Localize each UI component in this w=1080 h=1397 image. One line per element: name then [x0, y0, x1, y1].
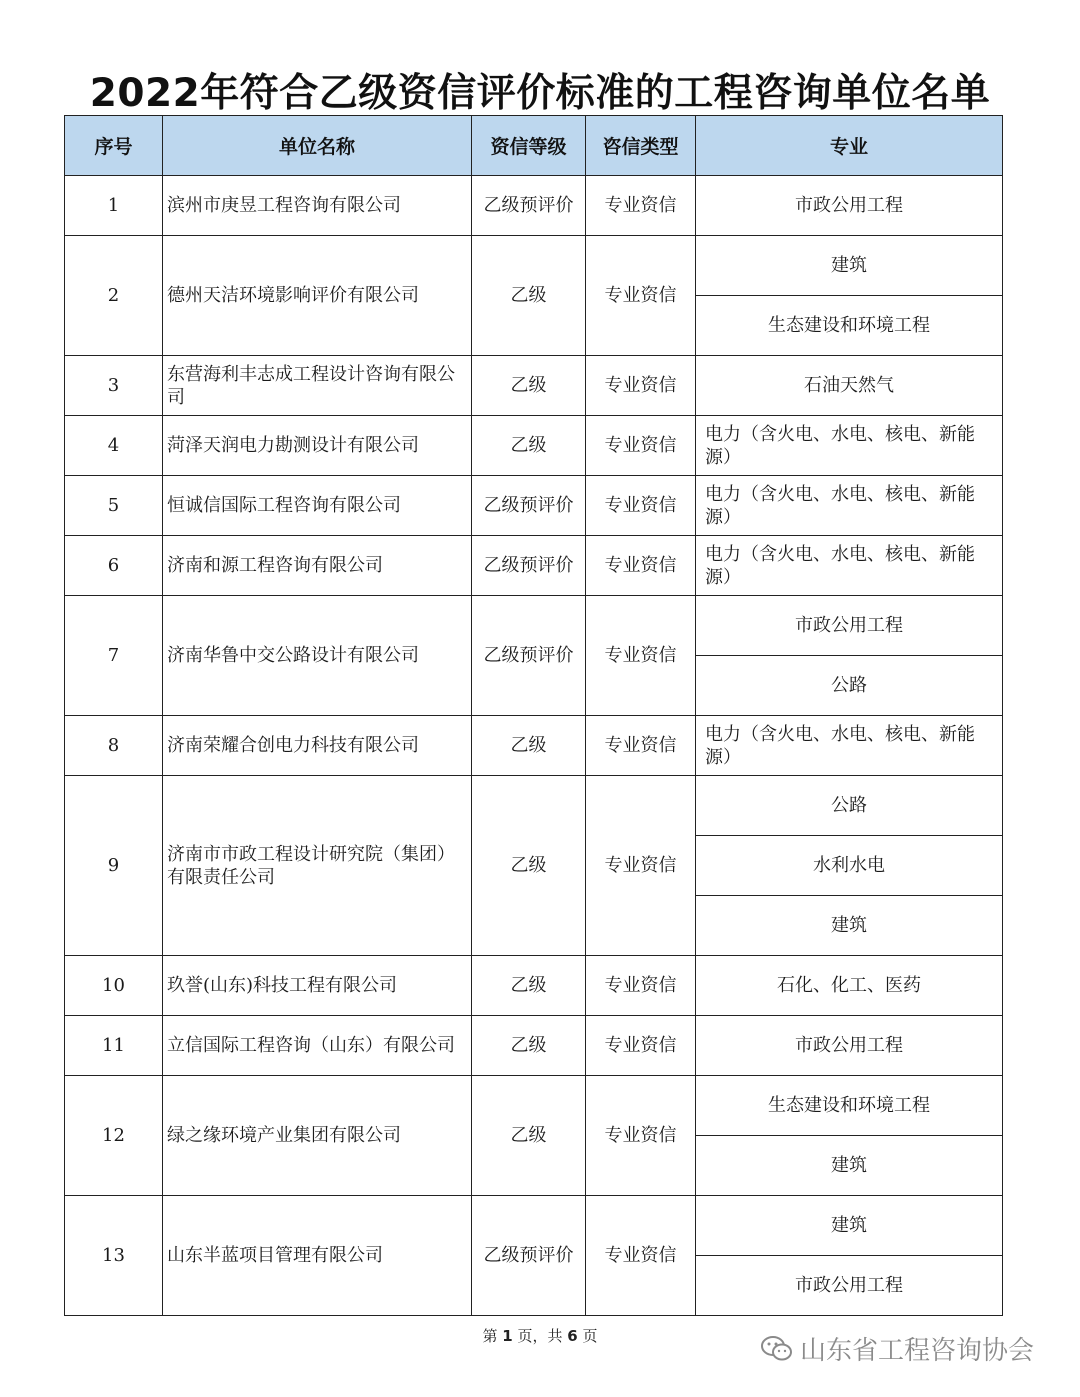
qualification-grade: 乙级: [472, 956, 586, 1016]
qualification-grade: 乙级预评价: [472, 536, 586, 596]
header-row: [65, 116, 1003, 176]
unit-name: 滨州市庚昱工程咨询有限公司: [163, 176, 472, 236]
qualification-type: 专业资信: [586, 416, 696, 476]
unit-name: 山东半蓝项目管理有限公司: [163, 1196, 472, 1316]
unit-name: 济南华鲁中交公路设计有限公司: [163, 596, 472, 716]
qualification-type: 专业资信: [586, 596, 696, 716]
qualification-type: 专业资信: [586, 176, 696, 236]
qualification-grade: 乙级预评价: [472, 1196, 586, 1316]
row-index: 7: [65, 596, 163, 716]
table-row: [65, 356, 1003, 416]
qualification-grade: 乙级预评价: [472, 476, 586, 536]
qualification-grade: 乙级: [472, 776, 586, 956]
table-row: [65, 776, 1003, 836]
row-index: 2: [65, 236, 163, 356]
table-row: [65, 476, 1003, 536]
table-row: [65, 176, 1003, 236]
watermark: [760, 1330, 1034, 1367]
header-idx: 序号: [65, 116, 163, 176]
table-row: [65, 596, 1003, 656]
unit-name: 绿之缘环境产业集团有限公司: [163, 1076, 472, 1196]
table-row: [65, 1196, 1003, 1256]
qualification-type: 专业资信: [586, 536, 696, 596]
qualification-type: 专业资信: [586, 356, 696, 416]
table-row: [65, 536, 1003, 596]
qualification-type: 专业资信: [586, 716, 696, 776]
qualification-grade: 乙级预评价: [472, 176, 586, 236]
qualification-type: 专业资信: [586, 776, 696, 956]
qualification-type: 专业资信: [586, 1076, 696, 1196]
unit-name: 玖誉(山东)科技工程有限公司: [163, 956, 472, 1016]
footer-middle: 页，共: [517, 1327, 563, 1345]
unit-name: 东营海利丰志成工程设计咨询有限公司: [163, 356, 472, 416]
table-row: [65, 716, 1003, 776]
specialty: 公路: [696, 776, 1003, 836]
table-body: [65, 176, 1003, 1316]
qualification-grade: 乙级: [472, 236, 586, 356]
unit-name: 济南和源工程咨询有限公司: [163, 536, 472, 596]
specialty: 电力（含火电、水电、核电、新能源）: [696, 536, 1003, 596]
specialty: 电力（含火电、水电、核电、新能源）: [696, 476, 1003, 536]
specialty: 石油天然气: [696, 356, 1003, 416]
row-index: 1: [65, 176, 163, 236]
specialty: 石化、化工、医药: [696, 956, 1003, 1016]
qualification-grade: 乙级: [472, 356, 586, 416]
qualification-type: 专业资信: [586, 476, 696, 536]
specialty: 水利水电: [696, 836, 1003, 896]
specialty: 电力（含火电、水电、核电、新能源）: [696, 416, 1003, 476]
row-index: 8: [65, 716, 163, 776]
specialty: 建筑: [696, 1136, 1003, 1196]
table-header: [65, 116, 1003, 176]
qualification-grade: 乙级: [472, 1076, 586, 1196]
specialty: 市政公用工程: [696, 596, 1003, 656]
header-spec: 专业: [696, 116, 1003, 176]
footer-suffix: 页: [582, 1327, 598, 1345]
watermark-text: 山东省工程咨询协会: [800, 1336, 1035, 1366]
row-index: 10: [65, 956, 163, 1016]
qualification-type: 专业资信: [586, 1016, 696, 1076]
header-grade: 资信等级: [472, 116, 586, 176]
qualification-grade: 乙级: [472, 416, 586, 476]
table-row: [65, 1076, 1003, 1136]
specialty: 建筑: [696, 236, 1003, 296]
unit-name: 立信国际工程咨询（山东）有限公司: [163, 1016, 472, 1076]
row-index: 13: [65, 1196, 163, 1316]
row-index: 9: [65, 776, 163, 956]
specialty: 建筑: [696, 1196, 1003, 1256]
table-row: [65, 956, 1003, 1016]
specialty: 市政公用工程: [696, 1256, 1003, 1316]
row-index: 6: [65, 536, 163, 596]
page-title: 2022年符合乙级资信评价标准的工程咨询单位名单: [89, 71, 991, 116]
qualification-grade: 乙级: [472, 716, 586, 776]
qualification-type: 专业资信: [586, 1196, 696, 1316]
qualification-type: 专业资信: [586, 236, 696, 356]
unit-name: 菏泽天润电力勘测设计有限公司: [163, 416, 472, 476]
header-name: 单位名称: [163, 116, 472, 176]
footer-total-pages: 6: [567, 1327, 578, 1345]
footer-page-number: 1: [502, 1327, 513, 1345]
unit-name: 恒诚信国际工程咨询有限公司: [163, 476, 472, 536]
specialty: 生态建设和环境工程: [696, 296, 1003, 356]
footer-prefix: 第: [482, 1327, 498, 1345]
table-row: [65, 1016, 1003, 1076]
specialty: 建筑: [696, 896, 1003, 956]
row-index: 3: [65, 356, 163, 416]
wechat-icon: [760, 1334, 794, 1364]
specialty: 市政公用工程: [696, 1016, 1003, 1076]
unit-name: 济南市市政工程设计研究院（集团）有限责任公司: [163, 776, 472, 956]
specialty: 市政公用工程: [696, 176, 1003, 236]
specialty: 生态建设和环境工程: [696, 1076, 1003, 1136]
row-index: 12: [65, 1076, 163, 1196]
unit-list-table: [64, 115, 1003, 1316]
table-row: [65, 416, 1003, 476]
qualification-grade: 乙级: [472, 1016, 586, 1076]
unit-name: 德州天洁环境影响评价有限公司: [163, 236, 472, 356]
row-index: 5: [65, 476, 163, 536]
qualification-grade: 乙级预评价: [472, 596, 586, 716]
row-index: 4: [65, 416, 163, 476]
specialty: 公路: [696, 656, 1003, 716]
qualification-type: 专业资信: [586, 956, 696, 1016]
unit-name: 济南荣耀合创电力科技有限公司: [163, 716, 472, 776]
row-index: 11: [65, 1016, 163, 1076]
header-type: 咨信类型: [586, 116, 696, 176]
specialty: 电力（含火电、水电、核电、新能源）: [696, 716, 1003, 776]
table-row: [65, 236, 1003, 296]
